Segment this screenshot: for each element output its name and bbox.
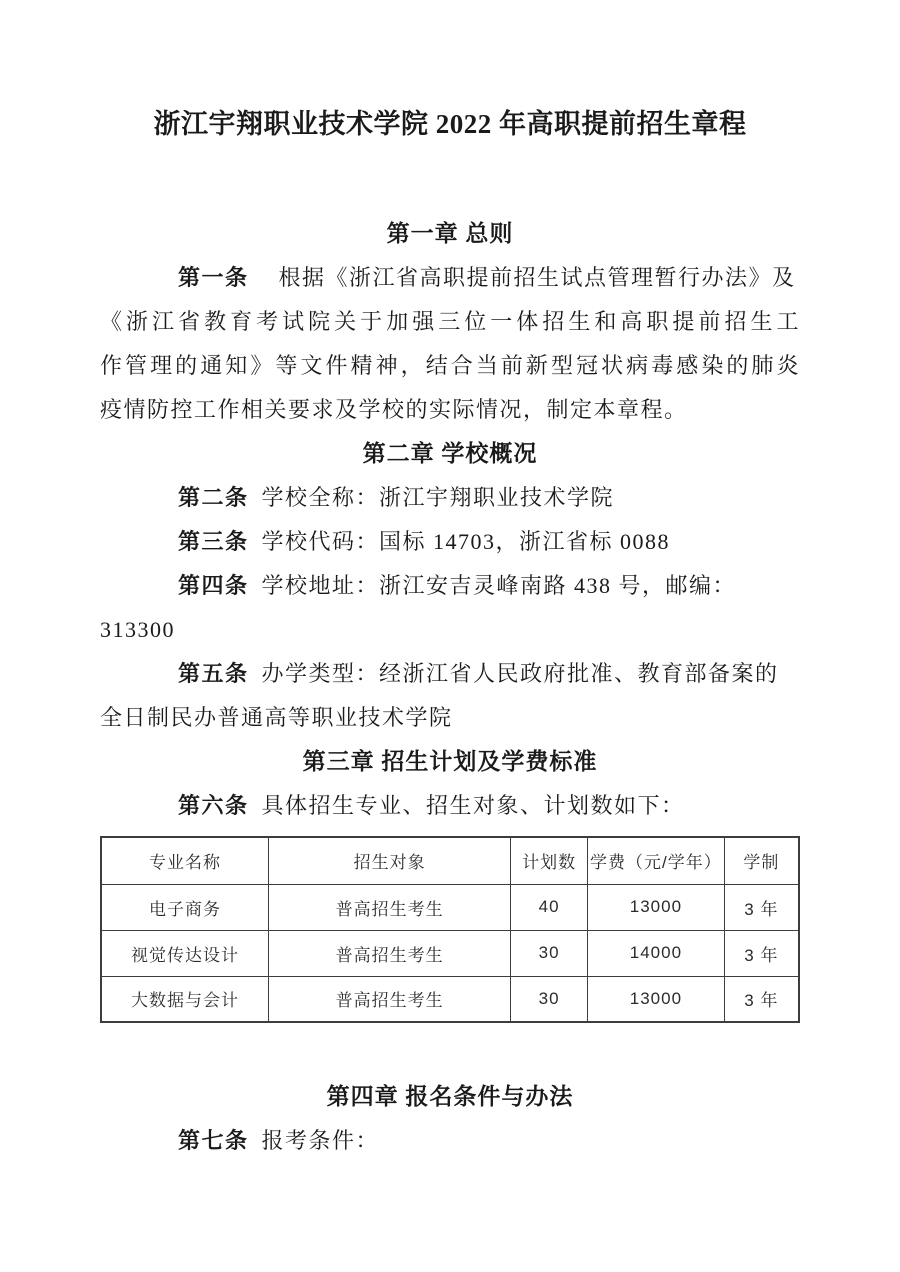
col-header-tuition: 学费（元/学年） bbox=[588, 837, 725, 884]
article-1-line-2: 《浙江省教育考试院关于加强三位一体招生和高职提前招生工 bbox=[100, 309, 800, 334]
article-2-number: 第二条 bbox=[178, 485, 249, 510]
table-header-row bbox=[101, 837, 799, 884]
article-3-line-1 bbox=[100, 520, 800, 564]
cell-tuition: 13000 bbox=[588, 884, 725, 930]
cell-major: 视觉传达设计 bbox=[101, 930, 269, 976]
chapter-3-heading: 第三章 招生计划及学费标准 bbox=[302, 749, 598, 774]
chapter-1-heading: 第一章 总则 bbox=[386, 221, 514, 246]
cell-target: 普高招生考生 bbox=[269, 930, 511, 976]
article-1-line-4: 疫情防控工作相关要求及学校的实际情况，制定本章程。 bbox=[100, 397, 688, 422]
article-5-line-2: 全日制民办普通高等职业技术学院 bbox=[100, 705, 453, 730]
cell-quota: 30 bbox=[511, 930, 588, 976]
article-3-text: 学校代码：国标 14703，浙江省标 0088 bbox=[261, 529, 671, 554]
cell-target: 普高招生考生 bbox=[269, 884, 511, 930]
article-1-number: 第一条 bbox=[178, 265, 249, 290]
article-3-number: 第三条 bbox=[178, 529, 249, 554]
article-7-text: 报考条件： bbox=[261, 1128, 380, 1153]
article-4-number: 第四条 bbox=[178, 573, 249, 598]
cell-quota: 30 bbox=[511, 976, 588, 1022]
chapter-4-heading: 第四章 报名条件与办法 bbox=[326, 1084, 574, 1109]
table-row bbox=[101, 976, 799, 1022]
document-content bbox=[100, 102, 800, 1163]
cell-major: 电子商务 bbox=[101, 884, 269, 930]
col-header-duration: 学制 bbox=[724, 837, 799, 884]
cell-target: 普高招生考生 bbox=[269, 976, 511, 1022]
table-row bbox=[101, 884, 799, 930]
cell-major: 大数据与会计 bbox=[101, 976, 269, 1022]
cell-duration: 3 年 bbox=[724, 930, 799, 976]
article-1-line-1 bbox=[100, 256, 800, 300]
article-2-text: 学校全称：浙江宇翔职业技术学院 bbox=[261, 485, 615, 510]
article-2-line-1 bbox=[100, 476, 800, 520]
article-5-line-1 bbox=[100, 652, 800, 696]
cell-duration: 3 年 bbox=[724, 884, 799, 930]
article-7-number: 第七条 bbox=[178, 1128, 249, 1153]
cell-tuition: 14000 bbox=[588, 930, 725, 976]
article-7-line-1 bbox=[100, 1119, 800, 1163]
chapter-2-heading: 第二章 学校概况 bbox=[362, 441, 538, 466]
article-6-number: 第六条 bbox=[178, 793, 249, 818]
article-5-text-1: 办学类型：经浙江省人民政府批准、教育部备案的 bbox=[261, 661, 779, 686]
col-header-quota: 计划数 bbox=[511, 837, 588, 884]
article-1-text-1: 根据《浙江省高职提前招生试点管理暂行办法》及 bbox=[278, 265, 796, 290]
col-header-target: 招生对象 bbox=[269, 837, 511, 884]
article-6-line-1 bbox=[100, 784, 800, 828]
col-header-major: 专业名称 bbox=[101, 837, 269, 884]
article-4-text: 学校地址：浙江安吉灵峰南路 438 号，邮编：313300 bbox=[100, 573, 737, 642]
cell-duration: 3 年 bbox=[724, 976, 799, 1022]
enrollment-plan-table bbox=[100, 836, 800, 1023]
article-4-line-1 bbox=[100, 564, 800, 652]
article-5-number: 第五条 bbox=[178, 661, 249, 686]
cell-quota: 40 bbox=[511, 884, 588, 930]
article-1-line-3: 作管理的通知》等文件精神，结合当前新型冠状病毒感染的肺炎 bbox=[100, 353, 800, 378]
article-6-text: 具体招生专业、招生对象、计划数如下： bbox=[261, 793, 685, 818]
document-title: 浙江宇翔职业技术学院 2022 年高职提前招生章程 bbox=[153, 109, 747, 139]
cell-tuition: 13000 bbox=[588, 976, 725, 1022]
table-row bbox=[101, 930, 799, 976]
